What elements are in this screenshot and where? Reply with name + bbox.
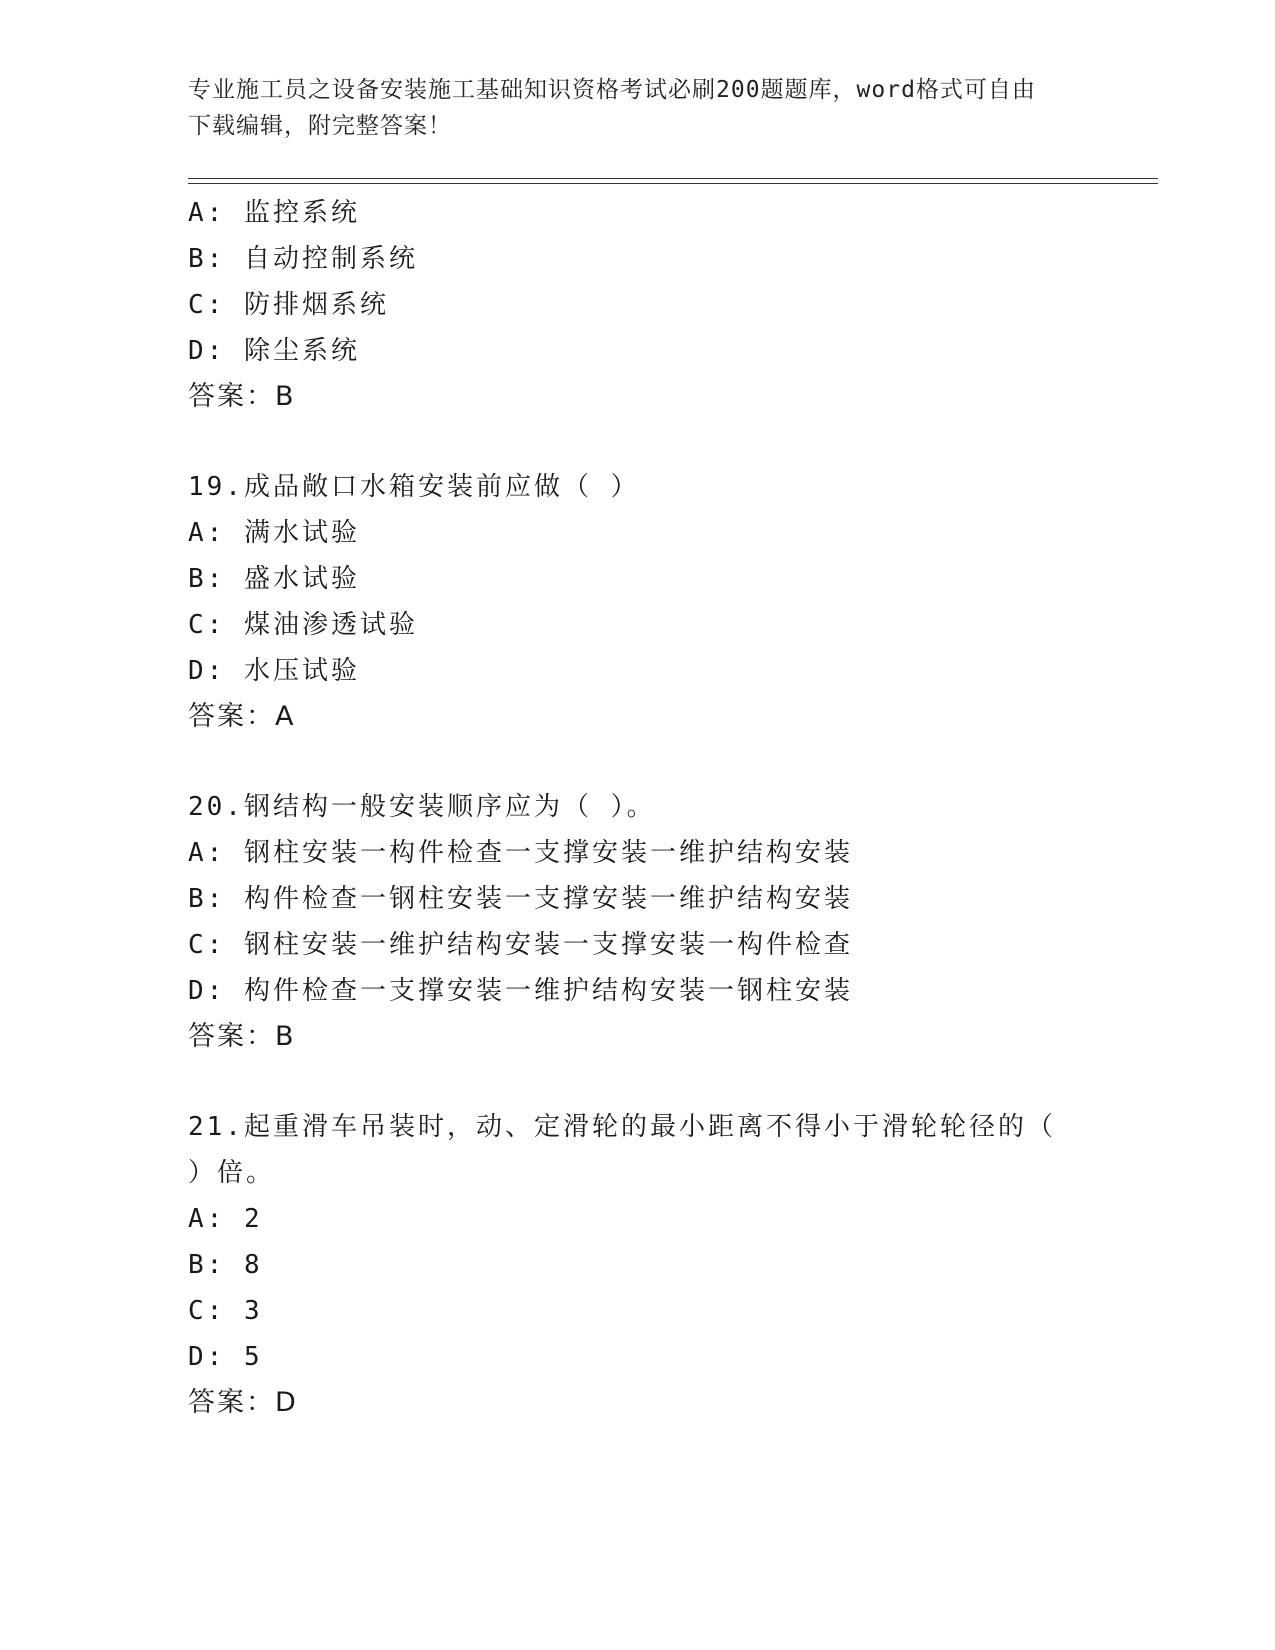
option-a: A: 2 [188,1204,263,1234]
option-d: D: 除尘系统 [188,336,360,366]
answer-line: 答案：B [188,1021,296,1052]
question-list [188,190,1138,1426]
option-b: B: 自动控制系统 [188,244,418,274]
option-c: C: 防排烟系统 [188,290,389,320]
question-20-block [188,784,1138,1060]
option-d: D: 5 [188,1342,263,1372]
document-header [188,72,1068,144]
spacer [188,420,1138,464]
question-18-block [188,190,1138,420]
spacer [188,740,1138,784]
answer-line: 答案：B [188,381,296,412]
header-rule-bottom [188,183,1158,184]
question-text-line-2: ）倍。 [188,1158,276,1188]
question-21-block [188,1104,1138,1426]
option-b: B: 盛水试验 [188,564,360,594]
option-d: D: 构件检查一支撑安装一维护结构安装一钢柱安装 [188,976,853,1006]
option-a: A: 钢柱安装一构件检查一支撑安装一维护结构安装 [188,838,853,868]
option-c: C: 煤油渗透试验 [188,610,418,640]
option-b: B: 构件检查一钢柱安装一支撑安装一维护结构安装 [188,884,853,914]
answer-line: 答案：A [188,701,296,732]
question-text-line-1: 21.起重滑车吊装时，动、定滑轮的最小距离不得小于滑轮轮径的（ [188,1112,1056,1142]
header-rule-top [188,178,1158,179]
option-b: B: 8 [188,1250,263,1280]
answer-line: 答案：D [188,1387,298,1418]
question-19-block [188,464,1138,740]
option-c: C: 钢柱安装一维护结构安装一支撑安装一构件检查 [188,930,853,960]
question-text: 19.成品敞口水箱安装前应做（ ） [188,472,640,502]
header-title-line-2: 下载编辑，附完整答案！ [188,113,452,139]
option-c: C: 3 [188,1296,263,1326]
spacer [188,1060,1138,1104]
question-text: 20.钢结构一般安装顺序应为（ ）。 [188,792,656,822]
option-d: D: 水压试验 [188,656,360,686]
option-a: A: 监控系统 [188,198,360,228]
header-title-line-1: 专业施工员之设备安装施工基础知识资格考试必刷200题题库，word格式可自由 [188,77,1036,103]
option-a: A: 满水试验 [188,518,360,548]
